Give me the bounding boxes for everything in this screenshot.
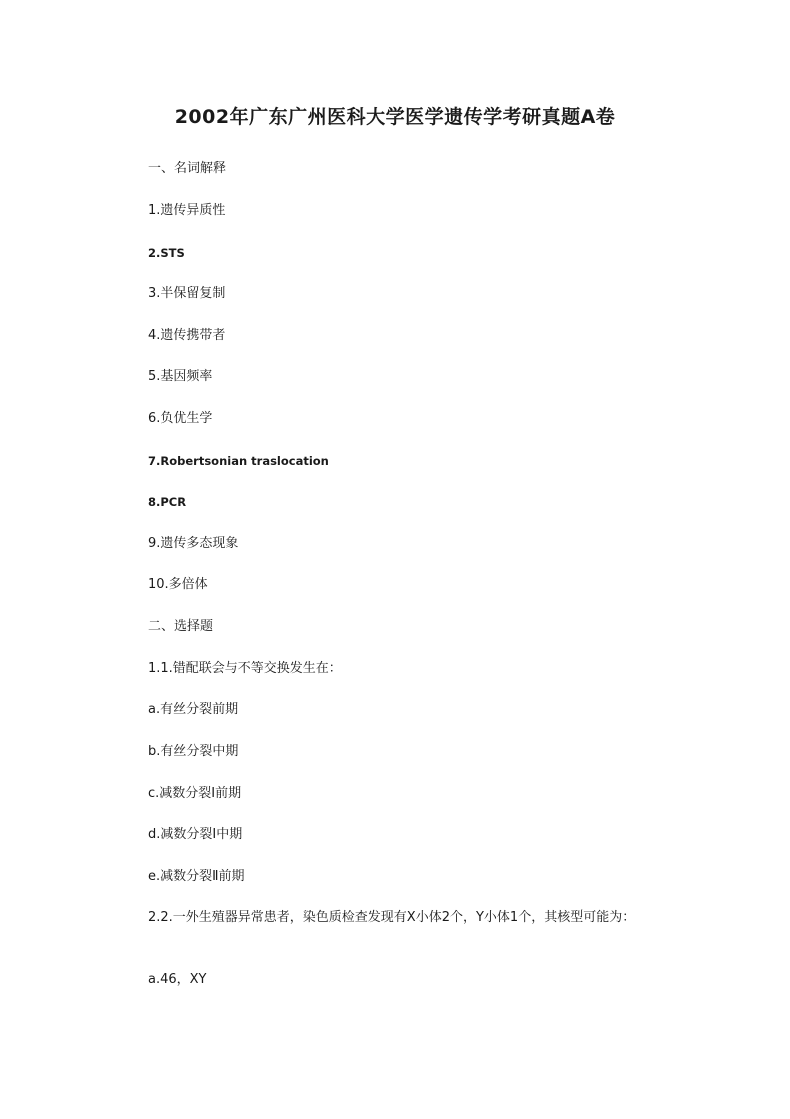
answer-option: a.有丝分裂前期 <box>148 702 239 717</box>
definition-item: 6.负优生学 <box>148 411 213 426</box>
answer-option: c.减数分裂Ⅰ前期 <box>148 786 242 801</box>
definition-item: 9.遗传多态现象 <box>148 536 239 551</box>
definition-item: 7.Robertsonian traslocation <box>148 454 329 468</box>
document-title: 2002年广东广州医科大学医学遗传学考研真题A卷 <box>174 106 616 128</box>
definition-item: 5.基因频率 <box>148 369 213 384</box>
definition-item: 3.半保留复制 <box>148 286 226 301</box>
section-heading-definitions: 一、名词解释 <box>148 161 227 176</box>
definition-item: 8.PCR <box>148 495 187 509</box>
definition-item: 1.遗传异质性 <box>148 203 226 218</box>
definition-item: 4.遗传携带者 <box>148 328 226 343</box>
answer-option: a.46，XY <box>148 972 207 987</box>
answer-option: e.减数分裂Ⅱ前期 <box>148 869 245 884</box>
answer-option: d.减数分裂Ⅰ中期 <box>148 827 243 842</box>
definition-item: 10.多倍体 <box>148 577 208 592</box>
definition-item: 2.STS <box>148 246 185 260</box>
section-heading-multiple-choice: 二、选择题 <box>148 619 214 634</box>
question-stem: 2.2.一外生殖器异常患者，染色质检查发现有X小体2个，Y小体1个，其核型可能为： <box>148 910 636 925</box>
answer-option: b.有丝分裂中期 <box>148 744 239 759</box>
question-stem: 1.1.错配联会与不等交换发生在： <box>148 661 342 676</box>
